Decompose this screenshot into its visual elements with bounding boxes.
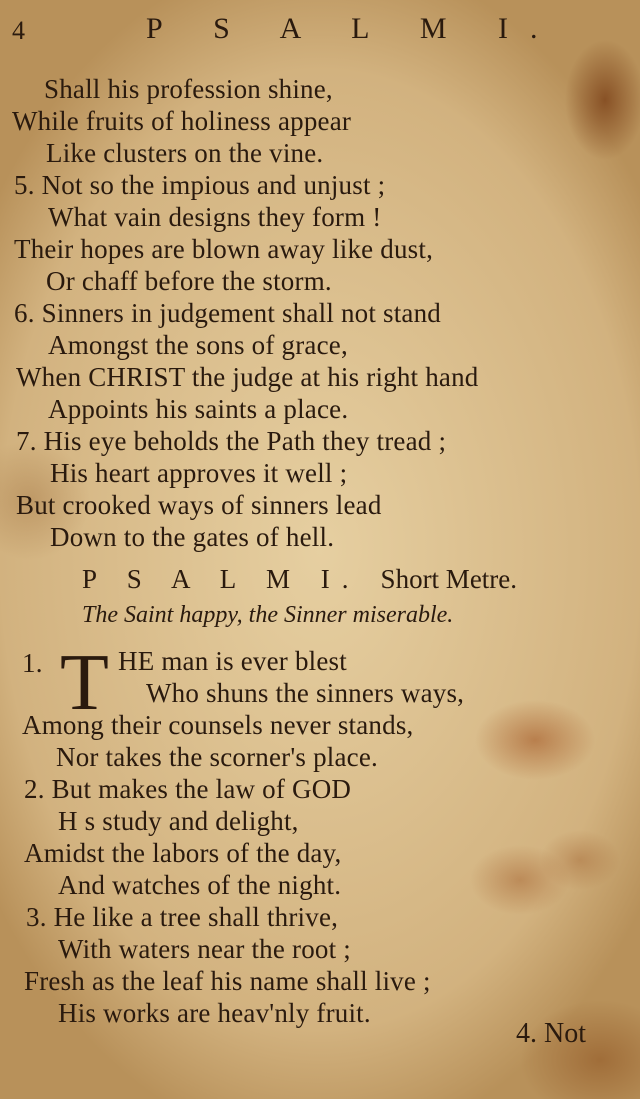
text-line: Shall his profession shine, [44,74,333,104]
catchword: 4. Not [516,1018,586,1049]
text-line: And watches of the night. [58,870,342,900]
text-line: Appoints his saints a place. [48,394,349,424]
text-line: Nor takes the scorner's place. [56,742,378,772]
text-line: When CHRIST the judge at his right hand [16,362,479,392]
section-title: P S A L M I. [82,564,361,594]
text-line: With waters near the root ; [58,934,351,964]
verse-number: 1. [22,648,43,678]
text-line: 5. Not so the impious and unjust ; [14,170,386,200]
text-line: Fresh as the leaf his name shall live ; [24,966,431,996]
running-head: P S A L M I. [146,12,560,45]
section-metre: Short Metre. [380,564,518,594]
section-heading [82,564,517,595]
text-line: HE man is ever blest [118,646,347,676]
text-line: Their hopes are blown away like dust, [14,234,434,264]
text-line: Amongst the sons of grace, [48,330,348,360]
text-line: 2. But makes the law of GOD [24,774,352,804]
text-line: Who shuns the sinners ways, [146,678,465,708]
text-line: Down to the gates of hell. [50,522,335,552]
text-line: What vain designs they form ! [48,202,382,232]
drop-cap: T [60,639,109,727]
text-line: Among their counsels never stands, [22,710,414,740]
text-line: While fruits of holiness appear [12,106,352,136]
text-line: Like clusters on the vine. [46,138,324,168]
text-line: H s study and delight, [58,806,299,836]
section-subtitle: The Saint happy, the Sinner miserable. [82,602,454,628]
text-line: His works are heav'nly fruit. [58,998,371,1028]
text-line: But crooked ways of sinners lead [16,490,382,520]
page-number: 4 [12,16,25,45]
text-line: 7. His eye beholds the Path they tread ; [16,426,447,456]
text-line: His heart approves it well ; [50,458,348,488]
text-line: 6. Sinners in judgement shall not stand [14,298,442,328]
text-line: Amidst the labors of the day, [24,838,342,868]
text-line: 3. He like a tree shall thrive, [26,902,339,932]
text-line: Or chaff before the storm. [46,266,332,296]
